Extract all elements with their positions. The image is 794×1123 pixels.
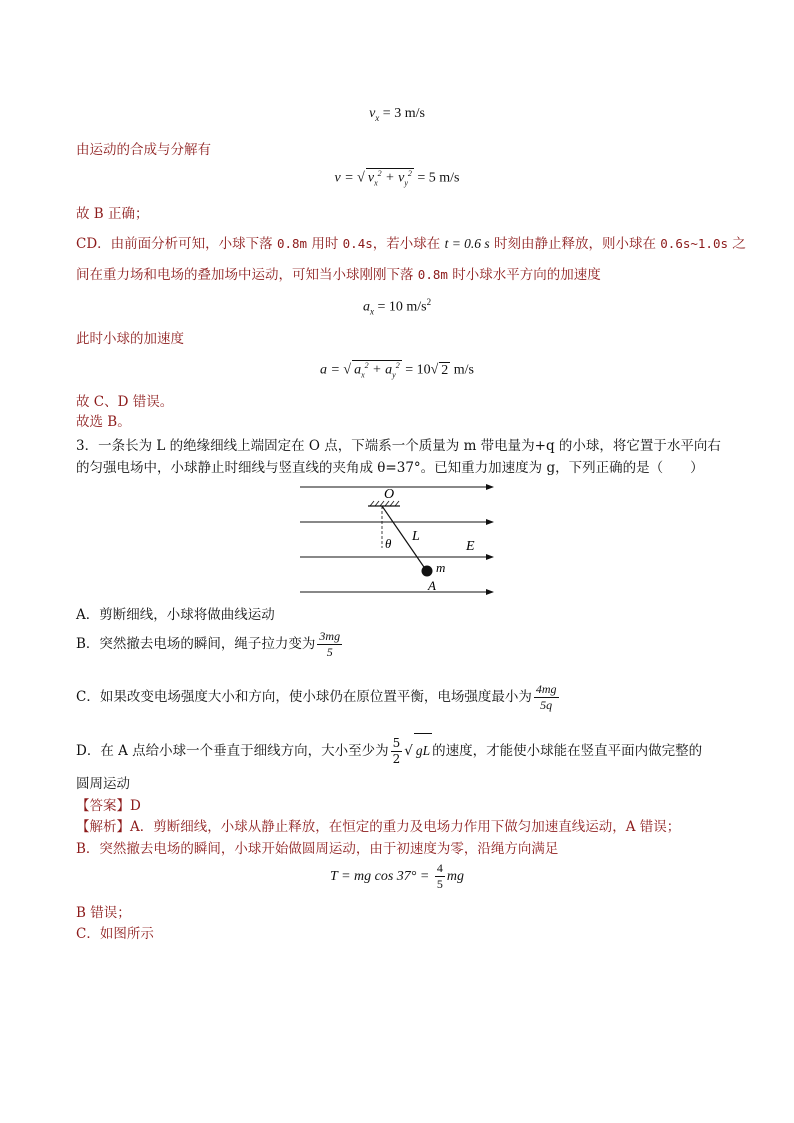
paragraph-cd-wrong: 故 C、D 错误。	[76, 394, 174, 410]
label-L: L	[412, 529, 420, 544]
question-3-line-2: 的匀强电场中，小球静止时细线与竖直线的夹角成 θ=37°。已知重力加速度为 g，下列正确的是（ ）	[76, 460, 704, 476]
option-d: D．在 A 点给小球一个垂直于细线方向，大小至少为 $\frac{5}{2}$ √ gL 的速度，才能使小球能在竖直平面内做完整的	[76, 733, 702, 768]
answer: 【答案】D	[76, 798, 141, 814]
paragraph-composition: 由运动的合成与分解有	[76, 142, 211, 158]
analysis-b-wrong: B 错误；	[76, 905, 131, 921]
option-a: A．剪断细线，小球将做曲线运动	[76, 607, 275, 623]
paragraph-cd-analysis-2: 间在重力场和电场的叠加场中运动，可知当小球刚刚下落 0.8m 时小球水平方向的加速度	[76, 267, 601, 283]
label-A: A	[428, 578, 436, 593]
equation-vx: $v_x = 3$ m/s	[369, 106, 425, 123]
equation-v: v = √ $v_x^2 + v_y^2 = 5$ m/s	[334, 169, 460, 188]
label-O: O	[384, 487, 395, 502]
analysis-a: 【解析】A．剪断细线，小球从静止释放，在恒定的重力及电场力作用下做匀加速直线运动，A 错误；	[76, 819, 681, 835]
option-d-line-2: 圆周运动	[76, 776, 130, 792]
equation-a: a = √ $a_x^2 + a_y^2 = 10√$ 2 m/s	[319, 361, 475, 380]
analysis-b: B．突然撤去电场的瞬间，小球开始做圆周运动，由于初速度为零，沿绳方向满足	[76, 841, 559, 857]
label-E: E	[466, 539, 475, 554]
label-m: m	[436, 560, 446, 575]
paragraph-b-correct: 故 B 正确；	[76, 206, 149, 222]
option-c: C．如果改变电场强度大小和方向，使小球仍在原位置平衡，电场强度最小为 $\frac{4mg}{5q}$	[76, 682, 557, 712]
option-b: B．突然撤去电场的瞬间，绳子拉力变为 $\frac{3mg}{5}$	[76, 629, 341, 659]
equation-tension: T = mg cos 37° = $\frac{4}{5}$ mg	[330, 861, 464, 892]
paragraph-cd-analysis-1: CD．由前面分析可知，小球下落 0.8m 用时 0.4s，若小球在 t = 0.6 s 时刻由静止释放，则小球在 0.6s~1.0s 之	[76, 236, 746, 252]
paragraph-choose-b: 故选 B。	[76, 414, 131, 430]
equation-ax: $a_x = 10$ $m/s^2$	[362, 297, 432, 317]
question-3-line-1: 3．一条长为 L 的绝缘细线上端固定在 O 点，下端系一个质量为 m 带电量为+q 的小球，将它置于水平向右	[76, 438, 721, 454]
paragraph-acceleration: 此时小球的加速度	[76, 331, 184, 347]
ball	[422, 566, 433, 577]
analysis-c: C．如图所示	[76, 926, 154, 942]
pendulum-field-figure	[296, 482, 500, 600]
label-theta: θ	[385, 536, 392, 551]
